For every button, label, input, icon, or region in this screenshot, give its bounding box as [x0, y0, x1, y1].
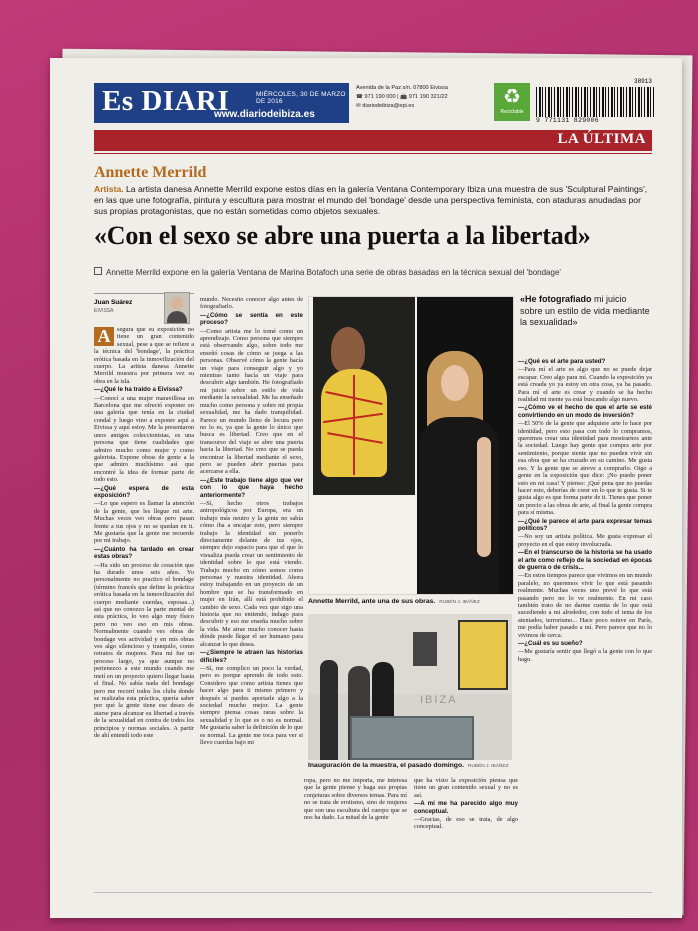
- interview-question: —¿Cómo ve el hecho de que el arte se esté convirtiendo en un modo de inversión?: [518, 404, 652, 419]
- caption-1-text: Annette Merrild, ante una de sus obras.: [308, 598, 436, 605]
- contact-phone: ☎ 971 190 000 | 📠 971 190 321/22: [356, 94, 448, 100]
- interview-paragraph: que ha visto la exposición piensa que tiene un gran contenido sexual y no es así.: [414, 777, 518, 799]
- article-kicker: Annette Merrild: [94, 164, 207, 181]
- interview-paragraph: —En estos tiempos parece que vivimos en un mundo paralelo, no queremos vivir lo que está pasando realmente. Muchas veces uno prevé lo que está pasando pero no lo ve realmente. En mi caso también trato de no darme cuenta de lo que está sucediendo a mi alrededor, con todo el tema de los atentados, terrorismo... Hace poco estuve en París, me podía haber pasado a mí. Pero parece que no lo vivimos de cerca.: [518, 572, 652, 639]
- barcode-bars: [536, 87, 654, 117]
- caption-2-text: Inauguración de la muestra, el pasado domingo.: [308, 762, 464, 769]
- interview-paragraph: —El 50% de la gente que adquiere arte lo hace por identidad, pero esto pasa con todo lo compramos, queremos crear una identidad para mostrarnos ante la sociedad. Luego hay gente que compra arte por sentimiento, porque siente que no pueden vivir sin esa obra que se ha cruzado en su camino. Me gusta eso. Y la gente que se atreve a comprarlo. Oigo a gente en la exposición que dice: ¡No puedo poner esto en mi casa! Y pienso: ¡Qué pena que no puedas hacer esto, deberías de creer en lo que te gusta. Si te gusta algo es que forma parte de ti. Tienes que poner un precio a las obras de arte, al final la gente compra para sí misma.: [518, 420, 652, 517]
- article-column-4: [304, 777, 407, 887]
- newspaper-logo: Es DIARI: [102, 85, 230, 117]
- interview-question: —¿Qué espera de esta exposición?: [94, 484, 194, 499]
- interview-question: —¿Qué le ha traído a Eivissa?: [94, 386, 183, 394]
- interview-paragraph: mundo. Necesito conocer algo antes de fotografiarlo.: [200, 296, 303, 311]
- section-label: LA ÚLTIMA: [557, 131, 646, 147]
- drop-cap: A: [94, 327, 114, 346]
- contact-email: ✉ diariodeibiza@epi.es: [356, 103, 415, 109]
- article-subhead: [94, 267, 650, 277]
- photo-credit-2: RUBÉN J. IBÁÑEZ: [467, 764, 509, 769]
- recycle-icon: ♻: [503, 84, 521, 108]
- masthead-logo-box: [94, 83, 349, 123]
- photo-exhibition-opening: [308, 614, 512, 760]
- interview-paragraph: ropa, pero no me importa, me interesa que la gente piense y haga sus propias conjeturas sobre diversos temas. Para mí no se trata de erotismo, sino de mujeres que son una escultura del cuerpo que se nos ha dado. La mitad de la gente: [304, 777, 407, 822]
- interview-paragraph: —Gracias, de eso se trata, de algo conceptual.: [414, 816, 518, 831]
- section-rule: [94, 153, 652, 154]
- interview-question: —¿Siempre le atraen las historias difíciles?: [200, 649, 303, 664]
- recycle-badge: [494, 83, 530, 121]
- article-headline: «Con el sexo se abre una puerta a la libertad»: [94, 221, 591, 250]
- intro-text: La artista danesa Annette Merrild expone estos días en la galería Ventana Contemporary Ibiza una muestra de sus 'Sculptural Paintings', en las que une fotografía, pintura y escultura para mostrar el mundo del 'bondage' desde una perspectiva feminista, con ataduras anudadas por sus propias protagonistas, que no están sometidas como objetos sexuales.: [94, 184, 648, 216]
- subhead-text: Annette Merrild expone en la galería Ventana de Marina Botafoch una serie de obras basadas en la técnica sexual del 'bondage': [106, 268, 561, 277]
- contact-info: [356, 84, 494, 111]
- byline-author: Juan Suárez: [94, 299, 133, 306]
- bottom-rule: [94, 892, 652, 893]
- interview-question: —¿Cómo se sentía en este proceso?: [200, 311, 303, 327]
- article-column-2: [200, 296, 303, 766]
- barcode-number: 9 771131 829006: [536, 117, 600, 124]
- contact-address: Avenida de la Paz s/n. 07800 Eivissa: [356, 85, 448, 91]
- photo-caption-2: [308, 762, 509, 769]
- interview-paragraph: —Como artista me lo tomé como un aprendizaje. Como persona que siempre está observando algo, sobre todo me enseñó cosas de cómo se juega a las personas. Observé cómo la gente hacía un viaje para conseguir algo y yo mientras tanto hacía un viaje para descubrir algo también. He fotografiado mi juicio sobre un estilo de vida mediante la sexualidad. Me ha enseñado mucho como persona y sobre mi propia sexualidad, me ha dado tranquilidad. Parece un mundo lleno de locura pero no lo es, ya que la gente lo único que busca es libertad. Creo que en el transcurso del viaje se abre una puerta hacia la libertad. No creo que se pueda encontrar la libertad mediante el sexo, pero se pueden abrir puertas para acercarse a ella.: [200, 327, 303, 476]
- interview-question: —¿Qué le parece el arte para expresar temas políticos?: [518, 517, 652, 532]
- interview-paragraph: —No soy un artista política. Me gusta expresar el proyecto en el que estoy involucrada.: [518, 533, 652, 548]
- newspaper-page: [50, 58, 682, 918]
- masthead: [94, 80, 652, 126]
- article-column-1: [94, 326, 194, 886]
- photo-credit-1: RUBÉN J. IBÁÑEZ: [439, 600, 480, 605]
- interview-paragraph: —Sí, hecho otros trabajos antropológicos por Europa, era un trabajo más neutro y la gente no sabía cómo iba a encajar esto, pero siempre trabajo la identidad sin ponerlo directamente delante de tus ojos, siempre dejo espacio para que el que lo visualiza pueda crear un sentimiento de identidad sobre lo que está viendo. Trabajo mucho en cómo somos como personas y nuestra identidad. Ahora estoy trabajando en un proyecto de un hombre que se ha transformado en mujer en Irán, allí está prohibido el cambio de sexo. Cada vez que sigo una historia que no entiendo, indago para descubrir y eso me enseña mucho sobre la vida. Me atrae mucho conocer hasta dónde puede llegar el ser humano para alcanzar lo que desea.: [200, 499, 303, 648]
- interview-paragraph: —Sí, me complico un poco la verdad, pero es porque aprendo de todo esto. Considero que como artista tienes que hacer algo para ti mismo primero y después sí puedes aportarle algo a la sociedad mucho mejor. La gente siempre piensa cosas raras sobre la sexualidad y lo que es o no es normal. Me gustaría saber la definición de lo que es normal. La gente me toca para ver si llevo cuerdas bajo mi: [200, 664, 303, 746]
- photo-caption-1: [308, 598, 480, 605]
- newspaper-url: www.diariodeibiza.es: [214, 109, 315, 120]
- barcode-issue-number: 38913: [633, 78, 652, 85]
- interview-question: —¿Este trabajo tiene algo que ver con lo que haya hecho anteriormente?: [200, 476, 303, 499]
- column-1-body: [94, 326, 194, 739]
- recycle-label: Reciclable: [500, 109, 524, 115]
- interview-paragraph: —Para mí el arte es algo que no se puede dejar escapar. Creo algo para mí. Cuando la exposición ya está creada yo ya estoy en otra cosa, ya ha pasado. Para mí el arte es crear y cuando se ha hecho realidad mi mente ya está buscando algo nuevo.: [518, 366, 652, 404]
- interview-paragraph: —Me gustaría sentir que llegó a la gente con lo que hago.: [518, 648, 652, 663]
- article-intro: [94, 184, 650, 217]
- interview-question: —A mí me ha parecido algo muy conceptual.: [414, 800, 518, 815]
- interview-paragraph: —Lo que espero es llamar la atención de la gente, que les llegue mi arte. Muchas veces veo obras pero pasan frente a tus ojos y no se quedan en ti. Me gustaría que la gente me recuerde por mi trabajo.: [94, 500, 194, 545]
- pull-quote-text: mi juicio sobre un estilo de vida mediante la sexualidad»: [520, 294, 650, 327]
- photo-2-wall-text: IBIZA: [420, 694, 458, 706]
- photo-artist-with-artwork: [308, 296, 514, 595]
- article-column-3: [518, 358, 652, 883]
- square-bullet-icon: [94, 267, 102, 275]
- byline: [94, 293, 194, 324]
- interview-question: —En el transcurso de la historia se ha usado el arte como reflejo de la sociedad en épocas de guerra o de crisis...: [518, 549, 652, 571]
- issue-date: MIÉRCOLES, 30 DE MARZO DE 2016: [256, 91, 346, 105]
- pull-quote-lead: «He fotografiado: [520, 294, 592, 304]
- barcode: [536, 78, 654, 125]
- intro-lead: Artista.: [94, 184, 124, 194]
- interview-question: —¿Cuál es su sueño?: [518, 640, 583, 648]
- interview-question: —¿Qué es el arte para usted?: [518, 358, 606, 365]
- author-avatar: [164, 292, 190, 324]
- interview-paragraph: —Conocí a una mujer maravillosa en Barcelona que me ofreció exponer en una galería que tenía en la ciudad condal y luego vino a exponer aquí a Eivissa y aquí estoy. Me la presentaron unos amigos coleccionistas, es una persona que tiene cualidades que admiro mucho como mujer y como galerista. Expone obras de gente a la que admiro muchísimo así que encontré la idea de formar parte de todo esto.: [94, 394, 194, 484]
- byline-place: EIVISSA: [94, 308, 114, 314]
- pull-quote: [520, 294, 650, 329]
- interview-paragraph: —Ha sido un proceso de creación que ha durado unos seis años. Yo personalmente no practico el bondage (término francés que define la práctica erótica basada en la inmovilización del cuerpo mediante cuerdas, esposas...) así que no conozco la parte mental de esta práctica, lo veo algo muy físico pero no veo eso en mis obras. Normalmente cuando ves obras de bondage ves actividad y en mis obras ves algo silencioso y tranquilo, como retratos de mujeres. Para mí fue un proceso largo, ya que aunque no pertenezco a este mundo cuando me metí en un proyecto quiero llegar hasta el final. No sabía nada del bondage pero me recorrí todos los clubs donde se realizaba esta práctica, quería saber por qué la gente tiene ese deseo de atarse para alcanzar su libertad a través de la sexualidad en contra de todos los principios y normas sociales. A partir de ahí entendí todo este: [94, 561, 194, 739]
- interview-paragraph: segura que su exposición no tiene un gran contenido sexual, pese a que se refiere a la técnica del 'bondage', la práctica erótica basada en la inmovilización del cuerpo. La artista danesa Annette Merrild muestra por primera vez su obra en la isla.: [94, 326, 194, 385]
- interview-question: —¿Cuánto ha tardado en crear estas obras?: [94, 545, 194, 561]
- section-bar: [94, 130, 652, 151]
- article-column-5: [414, 777, 518, 887]
